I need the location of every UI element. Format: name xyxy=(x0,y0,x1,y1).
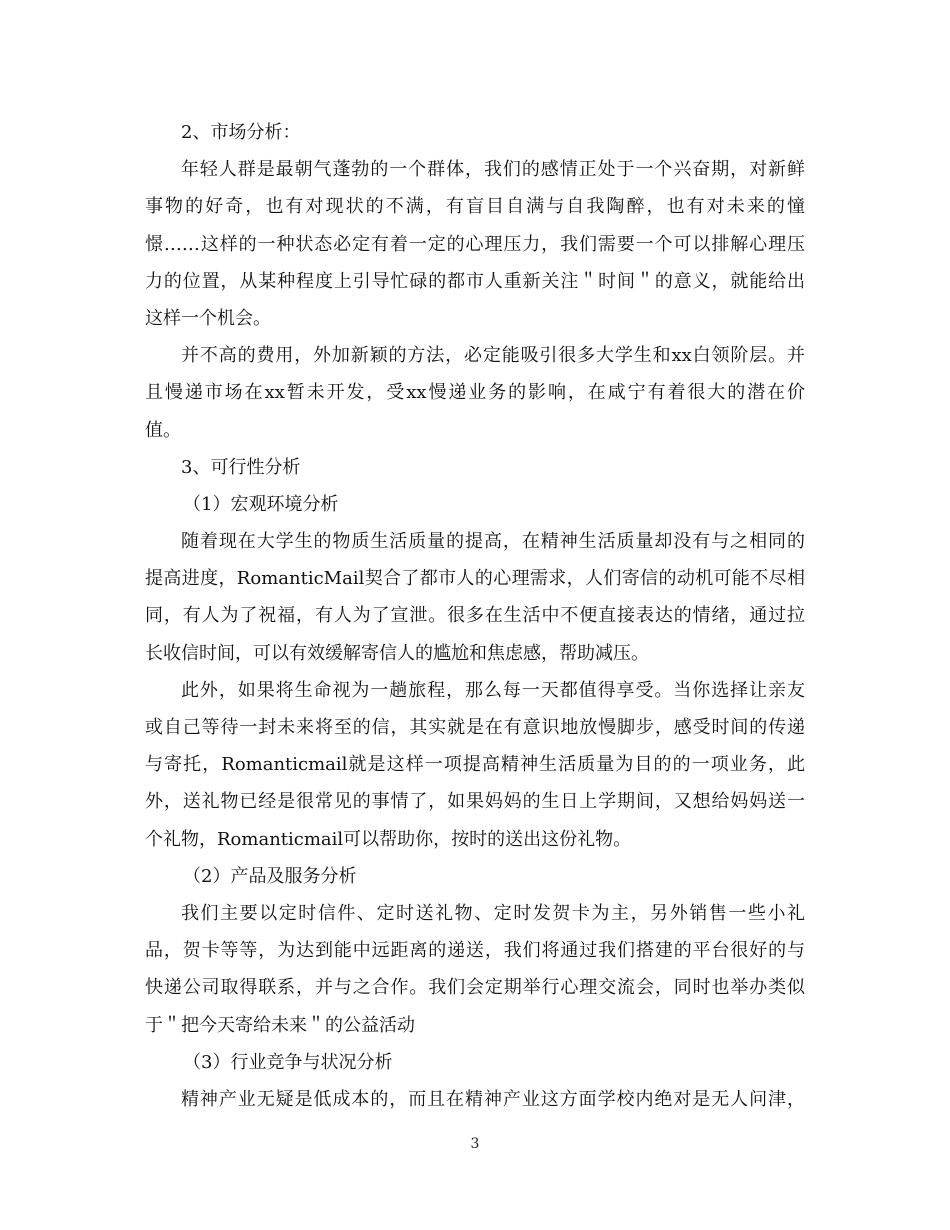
paragraph-line: 或自己等待一封未来将至的信，其实就是在有意识地放慢脚步，感受时间的传递 xyxy=(145,717,805,738)
paragraph-line: 这样一个机会。 xyxy=(145,307,271,329)
paragraph-line: 同，有人为了祝福，有人为了宣泄。很多在生活中不便直接表达的情绪，通过拉 xyxy=(145,605,805,627)
document-body xyxy=(145,114,805,1118)
paragraph-line: 事物的好奇，也有对现状的不满，有盲目自满与自我陶醉，也有对未来的憧 xyxy=(145,196,805,218)
paragraph-line: 品，贺卡等等，为达到能中远距离的递送，我们将通过我们搭建的平台很好的与 xyxy=(145,940,805,962)
paragraph-line: 与寄托，Romanticmail就是这样一项提高精神生活质量为目的的一项业务，此 xyxy=(145,754,805,776)
page-number: 3 xyxy=(470,1136,480,1152)
paragraph-line: 精神产业无疑是低成本的，而且在精神产业这方面学校内绝对是无人问津， xyxy=(181,1088,805,1110)
paragraph-line: 此外，如果将生命视为一趟旅程，那么每一天都值得享受。当你选择让亲友 xyxy=(181,679,805,701)
section-heading-feasibility-analysis: 3、可行性分析 xyxy=(181,456,301,478)
subsection-heading-product-service: （2）产品及服务分析 xyxy=(183,865,357,887)
paragraph-line: 个礼物，Romanticmail可以帮助你，按时的送出这份礼物。 xyxy=(145,828,632,850)
paragraph-line: 快递公司取得联系，并与之合作。我们会定期举行心理交流会，同时也举办类似 xyxy=(145,977,805,999)
paragraph-line: 并不高的费用，外加新颖的方法，必定能吸引很多大学生和xx白领阶层。并 xyxy=(181,345,805,367)
section-heading-market-analysis: 2、市场分析： xyxy=(181,122,301,143)
paragraph-line: 力的位置，从某种程度上引导忙碌的都市人重新关注＂时间＂的意义，就能给出 xyxy=(145,270,805,292)
paragraph-line: 提高进度，RomanticMail契合了都市人的心理需求，人们寄信的动机可能不尽相 xyxy=(145,568,805,590)
paragraph-line: 外，送礼物已经是很常见的事情了，如果妈妈的生日上学期间，又想给妈妈送一 xyxy=(145,791,805,813)
paragraph-line: 长收信时间，可以有效缓解寄信人的尴尬和焦虑感，帮助减压。 xyxy=(145,642,649,664)
paragraph-line: 且慢递市场在xx暂未开发，受xx慢递业务的影响，在咸宁有着很大的潜在价 xyxy=(145,382,805,404)
subsection-heading-industry-competition: （3）行业竞争与状况分析 xyxy=(183,1051,393,1073)
paragraph-line: 值。 xyxy=(145,419,181,441)
subsection-heading-macro-environment: （1）宏观环境分析 xyxy=(183,493,339,515)
paragraph-line: 随着现在大学生的物质生活质量的提高，在精神生活质量却没有与之相同的 xyxy=(181,531,805,553)
paragraph-line: 于＂把今天寄给未来＂的公益活动 xyxy=(145,1014,415,1036)
paragraph-line: 憬……这样的一种状态必定有着一定的心理压力，我们需要一个可以排解心理压 xyxy=(145,233,805,255)
paragraph-line: 年轻人群是最朝气蓬勃的一个群体，我们的感情正处于一个兴奋期，对新鲜 xyxy=(181,159,805,181)
paragraph-line: 我们主要以定时信件、定时送礼物、定时发贺卡为主，另外销售一些小礼 xyxy=(181,902,805,924)
